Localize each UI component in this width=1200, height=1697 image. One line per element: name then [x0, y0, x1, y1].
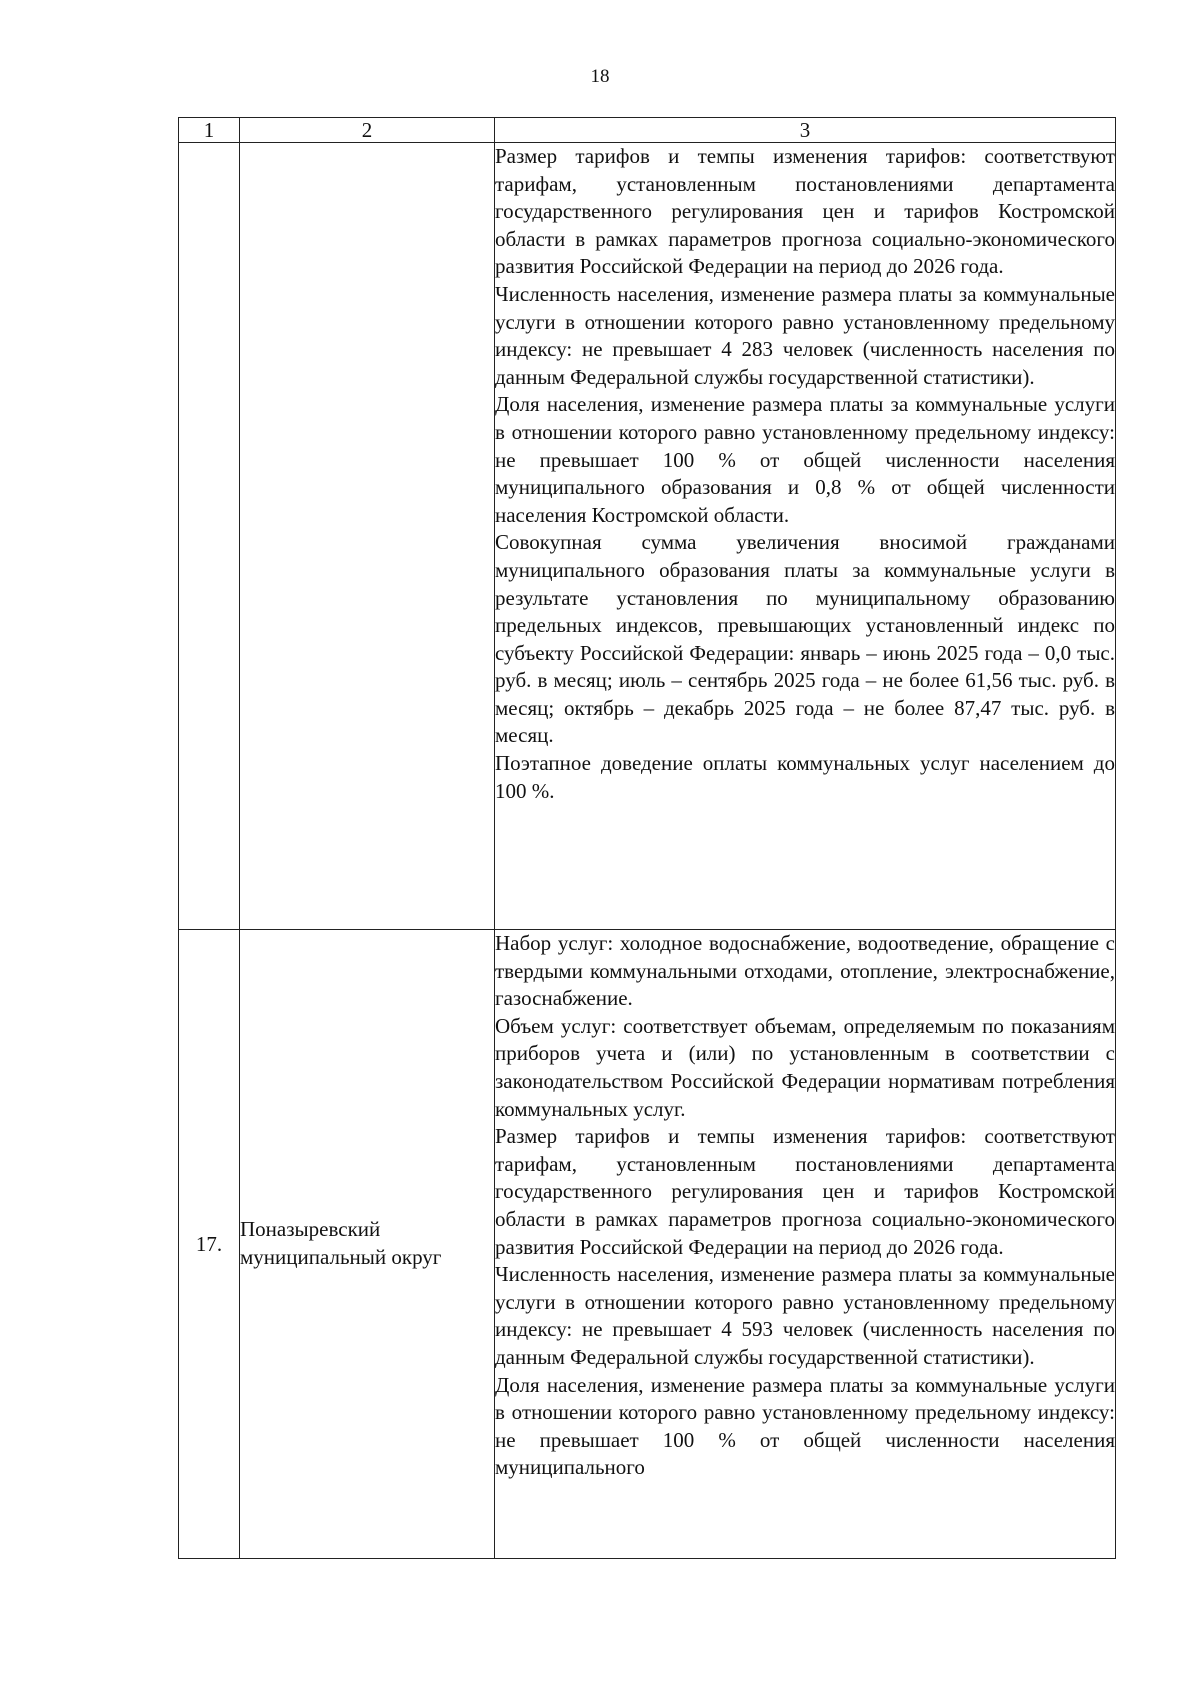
- table-row: [179, 930, 1116, 1559]
- paragraph-population-share: Доля населения, изменение размера платы за коммунальные услуги в отношении которого равно установленному предельному индексу: не превышает 100 % от общей численности населения муниципального: [495, 1372, 1115, 1480]
- municipality-name-cell: [240, 143, 495, 930]
- column-header-1: 1: [179, 118, 240, 143]
- column-header-2: 2: [240, 118, 495, 143]
- table-header-row: [179, 118, 1116, 143]
- document-table: [178, 117, 1116, 1559]
- column-header-3: 3: [495, 118, 1116, 143]
- paragraph-population-count: Численность населения, изменение размера платы за коммунальные услуги в отношении которого равно установленному предельному индексу: не превышает 4 593 человек (численность населения по данным Федеральной службы государственной статистики).: [495, 1262, 1115, 1369]
- paragraph-tariffs: Размер тарифов и темпы изменения тарифов: соответствуют тарифам, установленным постановлениями департамента государственного регулирования цен и тарифов Костромской области в рамках параметров прогноза социально-экономического развития Российской Федерации на период до 2026 года.: [495, 1124, 1115, 1259]
- paragraph-population-count: Численность населения, изменение размера платы за коммунальные услуги в отношении которого равно установленному предельному индексу: не превышает 4 283 человек (численность населения по данным Федеральной службы государственной статистики).: [495, 281, 1115, 389]
- row-number-cell: 17.: [179, 930, 240, 1559]
- paragraph-tariffs: Размер тарифов и темпы изменения тарифов: соответствуют тарифам, установленным постановлениями департамента государственного регулирования цен и тарифов Костромской области в рамках параметров прогноза социально-экономического развития Российской Федерации на период до 2026 года.: [495, 144, 1115, 279]
- paragraph-services-set: Набор услуг: холодное водоснабжение, водоотведение, обращение с твердыми коммунальными отходами, отопление, электроснабжение, газоснабжение.: [495, 931, 1115, 1011]
- paragraph-population-share: Доля населения, изменение размера платы за коммунальные услуги в отношении которого равно установленному предельному индексу: не превышает 100 % от общей численности населения муниципального образования и 0,8 % от общей численности населения Костромской области.: [495, 392, 1115, 527]
- page-number: 18: [590, 66, 610, 87]
- municipality-name-cell: Поназыревский муниципальный округ: [240, 930, 495, 1559]
- description-cell: [495, 930, 1116, 1559]
- paragraph-services-volume: Объем услуг: соответствует объемам, определяемым по показаниям приборов учета и (или) по установленным в соответствии с законодательством Российской Федерации нормативам потребления коммунальных услуг.: [495, 1013, 1115, 1121]
- row-number-cell: [179, 143, 240, 930]
- table-row: [179, 143, 1116, 930]
- paragraph-total-increase: Совокупная сумма увеличения вносимой гражданами муниципального образования платы за коммунальные услуги в результате установления по муниципальному образованию предельных индексов, превышающих установленный индекс по субъекту Российской Федерации: январь – июнь 2025 года – 0,0 тыс. руб. в месяц; июль – сентябрь 2025 года – не более 61,56 тыс. руб. в месяц; октябрь – декабрь 2025 года – не более 87,47 тыс. руб. в месяц.: [495, 530, 1115, 748]
- description-cell: [495, 143, 1116, 930]
- paragraph-phased-payment: Поэтапное доведение оплаты коммунальных услуг населением до 100 %.: [495, 751, 1115, 803]
